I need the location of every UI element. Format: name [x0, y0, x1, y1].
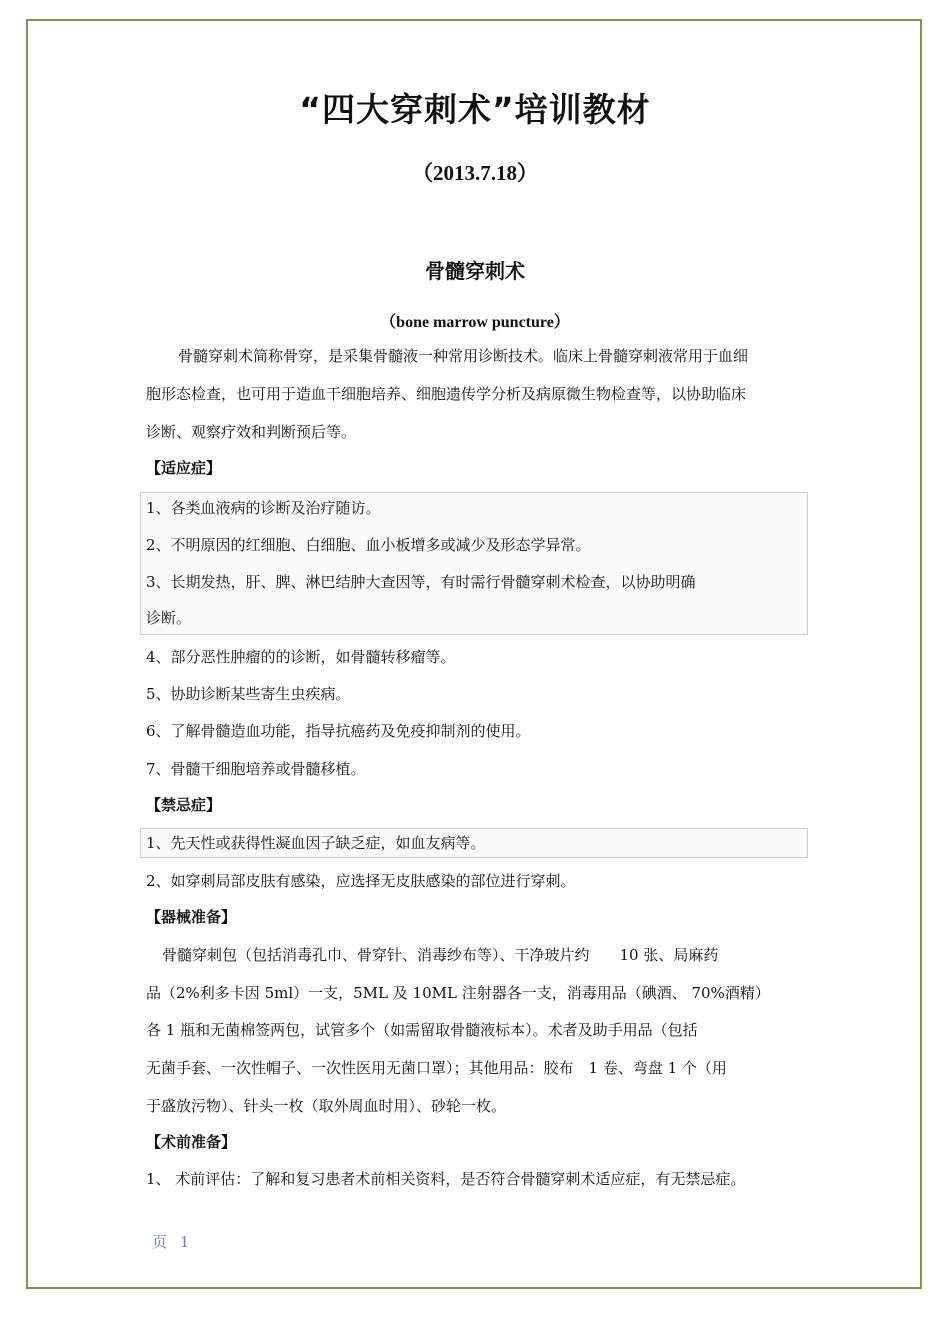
intro-line: 诊断、观察疗效和判断预后等。	[146, 423, 357, 441]
contraindications-heading: 【禁忌症】	[146, 796, 222, 814]
contraindication-item: 2、如穿刺局部皮肤有感染，应选择无皮肤感染的部位进行穿刺。	[146, 872, 576, 890]
indication-item: 诊断。	[146, 609, 192, 627]
equipment-line: 于盛放污物）、针头一枚（取外周血时用）、砂轮一枚。	[146, 1097, 507, 1115]
document-date: （2013.7.18）	[412, 161, 538, 185]
section-title: 骨髓穿刺术	[425, 259, 525, 283]
intro-line: 骨髓穿刺术简称骨穿，是采集骨髓液一种常用诊断技术。临床上骨髓穿刺液常用于血细	[178, 347, 749, 365]
indications-heading: 【适应症】	[146, 459, 222, 477]
preop-item: 1、 术前评估：了解和复习患者术前相关资料，是否符合骨髓穿刺术适应症，有无禁忌症。	[146, 1170, 746, 1188]
document-title: “四大穿刺术”培训教材	[299, 90, 651, 129]
indication-item: 3、长期发热，肝、脾、淋巴结肿大查因等，有时需行骨髓穿刺术检查，以协助明确	[146, 573, 696, 591]
equipment-paragraph	[146, 944, 810, 1124]
equipment-line: 各 1 瓶和无菌棉签两包，试管多个（如需留取骨髓液标本）。术者及助手用品（包括	[146, 1021, 698, 1039]
indication-item: 7、骨髓干细胞培养或骨髓移植。	[146, 760, 366, 778]
equipment-line: 骨髓穿刺包（包括消毒孔巾、骨穿针、消毒纱布等）、干净玻片约 10 张、局麻药	[162, 946, 719, 964]
preop-heading: 【术前准备】	[146, 1133, 237, 1151]
intro-paragraph	[146, 345, 810, 455]
contraindication-item: 1、先天性或获得性凝血因子缺乏症，如血友病等。	[146, 834, 486, 852]
indication-item: 5、协助诊断某些寄生虫疾病。	[146, 685, 351, 703]
indication-item: 1、各类血液病的诊断及治疗随访。	[146, 499, 381, 517]
equipment-heading: 【器械准备】	[146, 908, 237, 926]
equipment-line: 无菌手套、一次性帽子、一次性医用无菌口罩）；其他用品：胶布 1 卷、弯盘 1 个（用	[146, 1059, 727, 1077]
page-number: 页 1	[152, 1233, 194, 1251]
indication-item: 6、了解骨髓造血功能，指导抗癌药及免疫抑制剂的使用。	[146, 722, 531, 740]
intro-line: 胞形态检查，也可用于造血干细胞培养、细胞遗传学分析及病原微生物检查等，以协助临床	[146, 385, 747, 403]
indication-item: 2、不明原因的红细胞、白细胞、血小板增多或减少及形态学异常。	[146, 536, 591, 554]
indication-item: 4、部分恶性肿瘤的的诊断，如骨髓转移瘤等。	[146, 648, 456, 666]
equipment-line: 品（2%利多卡因 5ml）一支，5ML 及 10ML 注射器各一支，消毒用品（碘酒、 70%酒精）	[146, 984, 770, 1002]
section-subtitle: （bone marrow puncture）	[380, 314, 570, 331]
